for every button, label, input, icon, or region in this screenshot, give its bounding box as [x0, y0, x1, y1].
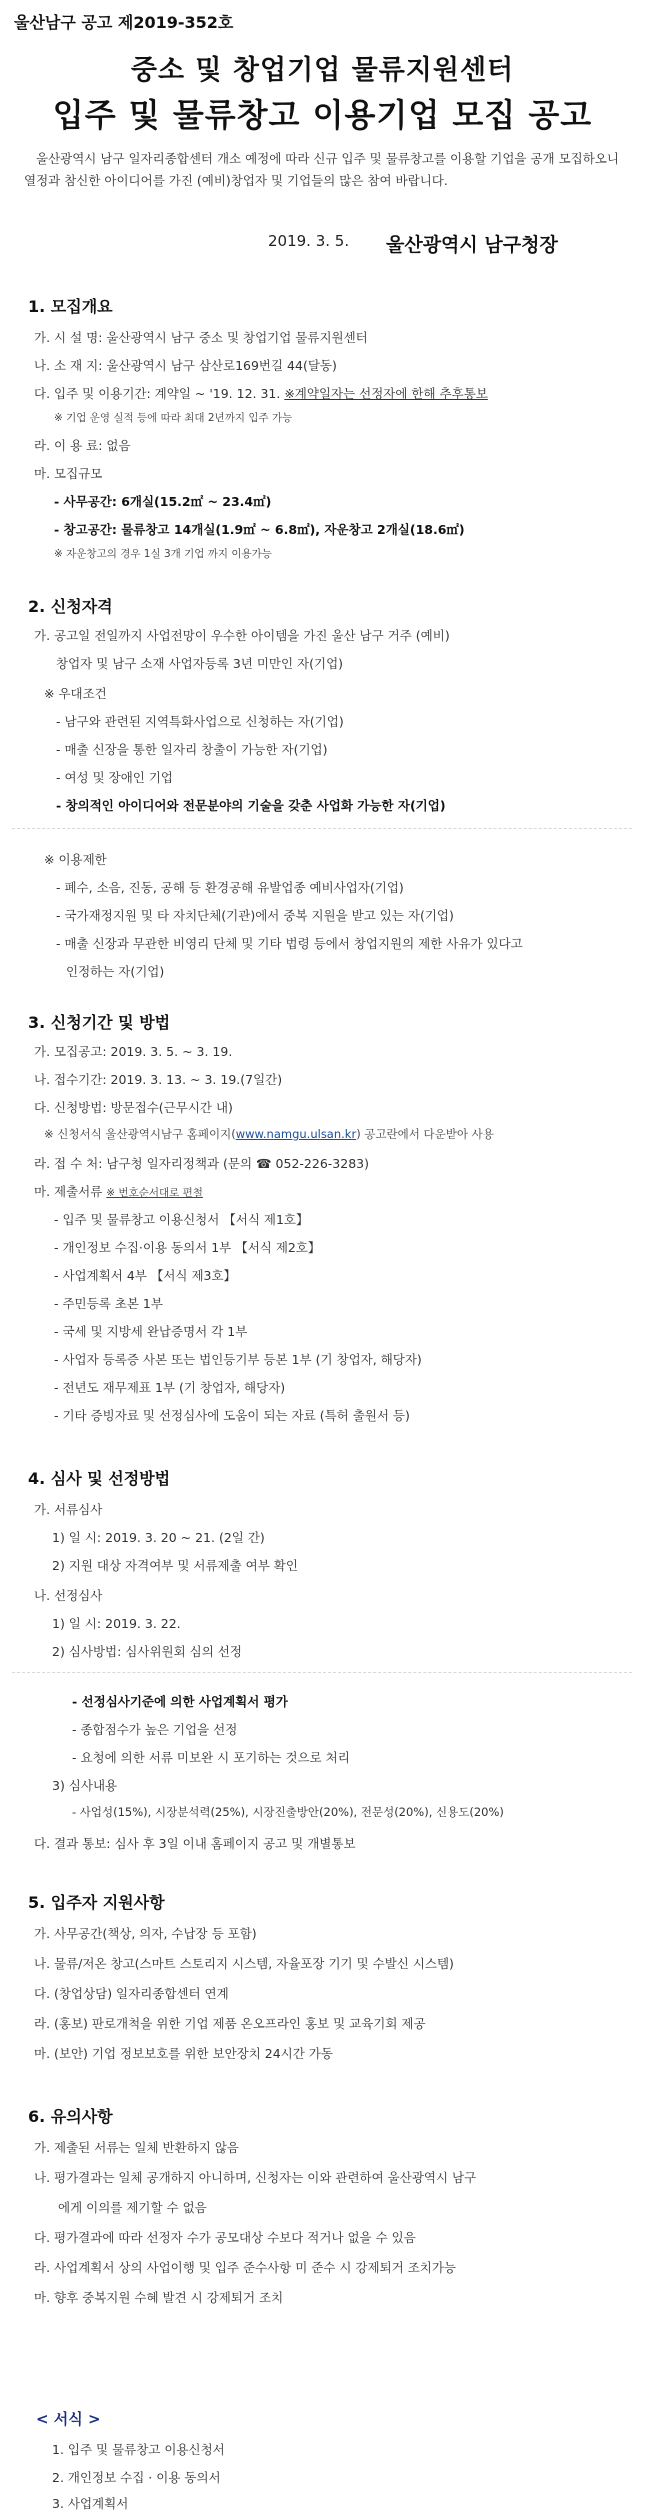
s6-item-a: 가. 제출된 서류는 일체 반환하지 않음 — [34, 2140, 239, 2155]
s2-pref-2: - 매출 신장을 통한 일자리 창출이 가능한 자(기업) — [56, 742, 328, 757]
form-item-1: 1. 입주 및 물류창고 이용신청서 — [52, 2442, 225, 2457]
intro-paragraph: 울산광역시 남구 일자리종합센터 개소 예정에 따라 신규 입주 및 물류창고를 이용할 기업을 공개 모집하오니 열정과 참신한 아이디어를 가진 (예비)창업자 및 기업들의 많은 참여 바랍니다. — [24, 151, 619, 188]
s2-pref-1: - 남구와 관련된 지역특화사업으로 신청하는 자(기업) — [56, 714, 344, 729]
s3-item-e — [34, 1182, 203, 1200]
s6-item-d: 라. 사업계획서 상의 사업이행 및 입주 준수사항 미 준수 시 강제퇴거 조치가능 — [34, 2260, 457, 2275]
s3-c-note-pre: ※ 신청서식 울산광역시남구 홈페이지( — [44, 1127, 236, 1141]
s1-storage-space: - 창고공간: 물류창고 14개실(1.9㎡ ~ 6.8㎡), 자운창고 2개실(18.6㎡) — [54, 522, 465, 537]
s1-e-note: ※ 자운창고의 경우 1실 3개 기업 까지 이용가능 — [54, 548, 272, 560]
s4-item-b: 나. 선정심사 — [34, 1588, 103, 1603]
form-item-2: 2. 개인정보 수집 · 이용 동의서 — [52, 2470, 221, 2485]
s3-doc-8: - 기타 증빙자료 및 선정심사에 도움이 되는 자료 (특허 출원서 등) — [54, 1408, 410, 1423]
s6-item-e: 마. 향후 중복지원 수혜 발견 시 강제퇴거 조치 — [34, 2290, 284, 2305]
notice-number: 울산남구 공고 제2019-352호 — [14, 13, 234, 32]
s5-item-1: 가. 사무공간(책상, 의자, 수납장 등 포함) — [34, 1926, 257, 1941]
s2-excl-3-line2: 인정하는 자(기업) — [66, 964, 165, 979]
section-5-title: 5. 입주자 지원사항 — [28, 1893, 165, 1912]
section-1-title: 1. 모집개요 — [28, 297, 113, 316]
title-line-2: 입주 및 물류창고 이용기업 모집 공고 — [52, 96, 593, 134]
title-line-1: 중소 및 창업기업 물류지원센터 — [130, 55, 515, 86]
s3-doc-2: - 개인정보 수집·이용 동의서 1부 【서식 제2호】 — [54, 1240, 321, 1255]
s5-item-2: 나. 물류/저온 창고(스마트 스토리지 시스템, 자율포장 기기 및 수발신 시스템) — [34, 1956, 454, 1971]
s5-item-5: 마. (보안) 기업 정보보호를 위한 보안장치 24시간 가동 — [34, 2046, 333, 2061]
section-3-title: 3. 신청기간 및 방법 — [28, 1013, 171, 1032]
s3-item-d: 라. 접 수 처: 남구청 일자리정책과 (문의 ☎ 052-226-3283) — [34, 1156, 369, 1171]
s1-item-c — [34, 384, 488, 402]
s2-excl-2: - 국가재정지원 및 타 자치단체(기관)에서 중복 지원을 받고 있는 자(기업) — [56, 908, 454, 923]
notice-date: 2019. 3. 5. — [268, 232, 350, 250]
s1-item-e: 마. 모집규모 — [34, 466, 103, 481]
s4-b-1: 1) 일 시: 2019. 3. 22. — [52, 1616, 181, 1631]
s3-doc-1: - 입주 및 물류창고 이용신청서 【서식 제1호】 — [54, 1212, 309, 1227]
s1-item-d: 라. 이 용 료: 없음 — [34, 438, 131, 453]
s4-a-1: 1) 일 시: 2019. 3. 20 ~ 21. (2일 간) — [52, 1530, 265, 1545]
s1-c-note: ※ 기업 운영 실적 등에 따라 최대 2년까지 입주 가능 — [54, 412, 293, 424]
s4-b-3: 3) 심사내용 — [52, 1778, 118, 1793]
section-2-title: 2. 신청자격 — [28, 597, 113, 616]
s1-office-space: - 사무공간: 6개실(15.2㎡ ~ 23.4㎡) — [54, 494, 272, 509]
homepage-link[interactable]: www.namgu.ulsan.kr — [235, 1127, 357, 1141]
s5-item-3: 다. (창업상담) 일자리종합센터 연계 — [34, 1986, 229, 2001]
s4-a-2: 2) 지원 대상 자격여부 및 서류제출 여부 확인 — [52, 1558, 298, 1573]
issuer: 울산광역시 남구청장 — [386, 234, 558, 256]
s6-item-c: 다. 평가결과에 따라 선정자 수가 공모대상 수보다 적거나 없을 수 있음 — [34, 2230, 416, 2245]
s2-pref-3: - 여성 및 장애인 기업 — [56, 770, 174, 785]
s2-excl-1: - 폐수, 소음, 진동, 공해 등 환경공해 유발업종 예비사업자(기업) — [56, 880, 404, 895]
s2-item-a-line1: 가. 공고일 전일까지 사업전망이 우수한 아이템을 가진 울산 남구 거주 (예비) — [34, 628, 450, 643]
s5-item-4: 라. (홍보) 판로개척을 위한 기업 제품 온오프라인 홍보 및 교육기회 제공 — [34, 2016, 426, 2031]
s3-c-note — [44, 1126, 494, 1142]
page-break-divider-2 — [12, 1672, 632, 1673]
s3-item-b: 나. 접수기간: 2019. 3. 13. ~ 3. 19.(7일간) — [34, 1072, 283, 1087]
s6-item-b-line2: 에게 이의를 제기할 수 없음 — [58, 2200, 207, 2215]
s3-item-e-text: 마. 제출서류 — [34, 1184, 107, 1199]
s2-excl-title: ※ 이용제한 — [44, 852, 107, 867]
forms-title: < 서식 > — [36, 2410, 101, 2428]
s3-doc-4: - 주민등록 초본 1부 — [54, 1296, 163, 1311]
s2-item-a-line2: 창업자 및 남구 소재 사업자등록 3년 미만인 자(기업) — [56, 656, 344, 671]
s6-item-b-line1: 나. 평가결과는 일체 공개하지 아니하며, 신청자는 이와 관련하여 울산광역시 남구 — [34, 2170, 477, 2185]
s3-doc-6: - 사업자 등록증 사본 또는 법인등기부 등본 1부 (기 창업자, 해당자) — [54, 1352, 422, 1367]
s4-b-2-c: - 요청에 의한 서류 미보완 시 포기하는 것으로 처리 — [72, 1750, 350, 1765]
s3-item-a: 가. 모집공고: 2019. 3. 5. ~ 3. 19. — [34, 1044, 233, 1059]
s3-doc-7: - 전년도 재무제표 1부 (기 창업자, 해당자) — [54, 1380, 286, 1395]
section-6-title: 6. 유의사항 — [28, 2107, 113, 2126]
s3-item-c: 다. 신청방법: 방문접수(근무시간 내) — [34, 1100, 233, 1115]
s2-pref-title: ※ 우대조건 — [44, 686, 107, 701]
s4-b-2-b: - 종합점수가 높은 기업을 선정 — [72, 1722, 238, 1737]
s1-item-c-text: 다. 입주 및 이용기간: 계약일 ~ '19. 12. 31. — [34, 386, 285, 401]
s2-pref-4: - 창의적인 아이디어와 전문분야의 기술을 갖춘 사업화 가능한 자(기업) — [56, 798, 446, 813]
s3-c-note-post: ) 공고란에서 다운받아 사용 — [356, 1127, 494, 1141]
form-item-3: 3. 사업계획서 — [52, 2496, 129, 2511]
s1-item-a: 가. 시 설 명: 울산광역시 남구 중소 및 창업기업 물류지원센터 — [34, 330, 368, 345]
s4-b-2: 2) 심사방법: 심사위원회 심의 선정 — [52, 1644, 242, 1659]
s4-b-3-a: - 사업성(15%), 시장분석력(25%), 시장진출방안(20%), 전문성(20%), 신용도(20%) — [72, 1805, 504, 1819]
s4-item-c: 다. 결과 통보: 심사 후 3일 이내 홈페이지 공고 및 개별통보 — [34, 1836, 356, 1851]
page-break-divider — [12, 828, 632, 829]
s4-item-a: 가. 서류심사 — [34, 1502, 103, 1517]
s3-item-e-note: ※ 번호순서대로 편철 — [106, 1187, 203, 1199]
s1-item-c-note: ※계약일자는 선정자에 한해 추후통보 — [284, 386, 488, 401]
s1-item-b: 나. 소 재 지: 울산광역시 남구 삼산로169번길 44(달동) — [34, 358, 337, 373]
s3-doc-3: - 사업계획서 4부 【서식 제3호】 — [54, 1268, 237, 1283]
s2-excl-3-line1: - 매출 신장과 무관한 비영리 단체 및 기타 법령 등에서 창업지원의 제한 사유가 있다고 — [56, 936, 523, 951]
section-4-title: 4. 심사 및 선정방법 — [28, 1469, 171, 1488]
s3-doc-5: - 국세 및 지방세 완납증명서 각 1부 — [54, 1324, 248, 1339]
s4-b-2-a: - 선정심사기준에 의한 사업계획서 평가 — [72, 1694, 288, 1709]
